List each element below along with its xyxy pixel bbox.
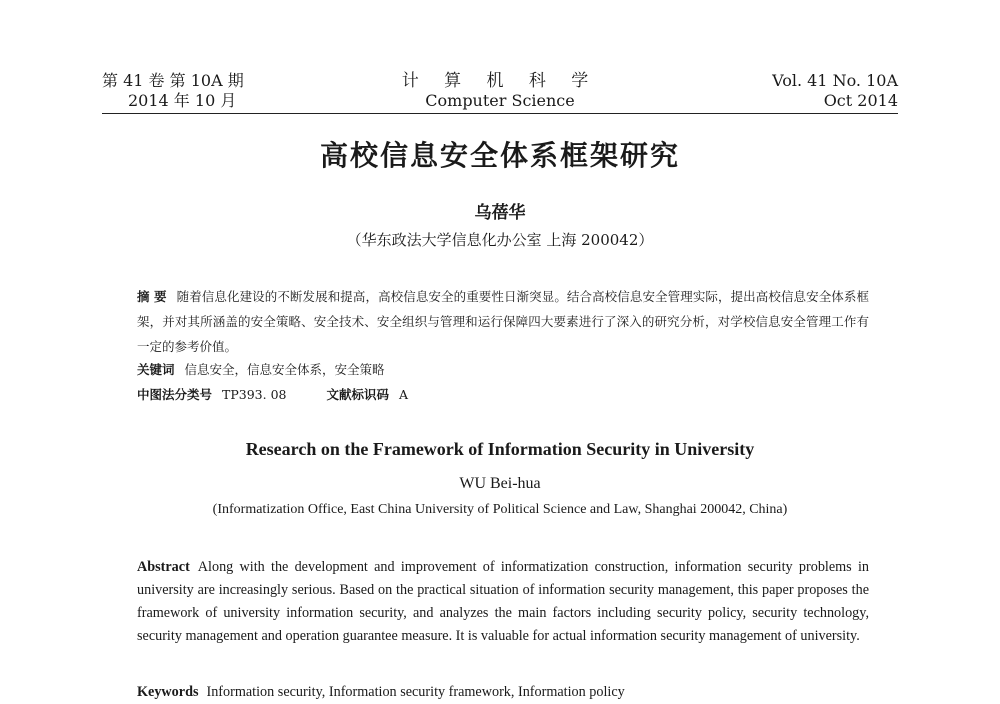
abstract-en <box>137 556 869 648</box>
keywords-en-text: Information security, Information security framework, Information policy <box>206 684 625 700</box>
paper-title: 高校信息安全体系框架研究 <box>319 139 680 172</box>
publication-date-en: Oct 2014 <box>823 91 898 110</box>
author-affiliation-en: (Informatization Office, East China University of Political Science and Law, Shanghai 200042, China) <box>212 502 788 517</box>
header-rule <box>102 113 898 114</box>
author-name: 乌蓓华 <box>474 203 526 223</box>
abstract-cn-label: 摘 要 <box>137 289 167 304</box>
abstract-en-text: Along with the development and improvement of informatization construction, information security problems in university are increasingly serious. Based on the practical situation of information security management, this paper proposes the framework of university information security, and analyzes the main factors including security policy, security technology, security management and operation guarantee measure. It is valuable for actual information security management of university. <box>137 559 869 644</box>
keywords-cn-text: 信息安全，信息安全体系，安全策略 <box>184 362 385 377</box>
classification-row <box>137 385 408 403</box>
keywords-cn <box>137 360 385 378</box>
volume-issue: 第 41 卷 第 10A 期 <box>102 71 244 90</box>
doc-code-label: 文献标识码 <box>326 387 389 402</box>
abstract-cn-text: 随着信息化建设的不断发展和提高，高校信息安全的重要性日渐突显。结合高校信息安全管理实际，提出高校信息安全体系框架，并对其所涵盖的安全策略、安全技术、安全组织与管理和运行保障四大要素进行了深入的研究分析，对学校信息安全管理工作有一定的参考价值。 <box>137 289 869 354</box>
journal-volume-info-en <box>772 71 898 111</box>
clc-value: TP393. 08 <box>222 387 287 402</box>
journal-name-en: Computer Science <box>425 91 575 110</box>
keywords-cn-label: 关键词 <box>137 362 175 377</box>
paper-title-en: Research on the Framework of Information Security in University <box>245 439 755 459</box>
keywords-en-label: Keywords <box>137 684 199 700</box>
author-name-en: WU Bei-hua <box>459 475 541 492</box>
journal-name-cn: 计 算 机 科 学 <box>401 71 599 91</box>
volume-issue-en: Vol. 41 No. 10A <box>772 71 898 90</box>
author-affiliation: （华东政法大学信息化办公室 上海 200042） <box>346 231 654 249</box>
publication-date-cn: 2014 年 10 月 <box>128 91 237 110</box>
abstract-en-label: Abstract <box>137 559 190 575</box>
clc-label: 中图法分类号 <box>137 387 213 402</box>
abstract-cn <box>137 284 869 359</box>
doc-code-value: A <box>399 387 409 402</box>
keywords-en <box>137 684 625 701</box>
